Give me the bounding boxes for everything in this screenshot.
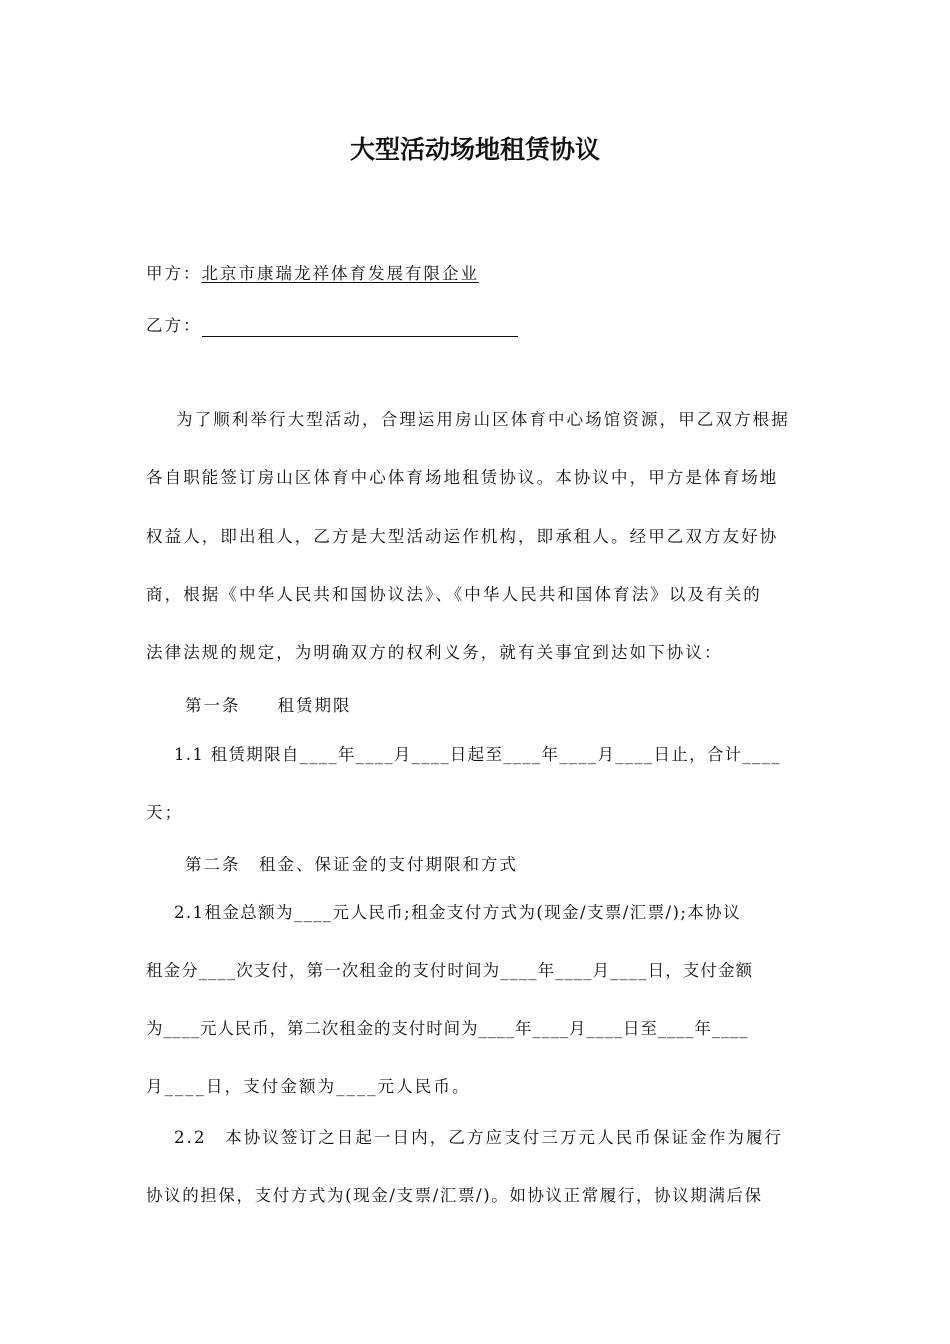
article-heading: 第一条 租赁期限 [185, 696, 352, 715]
article-heading: 第二条 租金、保证金的支付期限和方式 [185, 855, 518, 874]
party-b [146, 312, 518, 336]
clause-line: 为____元人民币，第二次租金的支付时间为____年____月____日至____年____ [146, 1019, 749, 1038]
clause-line: 租金分____次支付，第一次租金的支付时间为____年____月____日，支付金额 [146, 961, 754, 980]
party-a-value: 北京市康瑞龙祥体育发展有限企业 [201, 264, 479, 283]
paragraph-line: 权益人，即出租人，乙方是大型活动运作机构，即承租人。经甲乙双方友好协 [146, 527, 779, 546]
clause-line: 天； [146, 803, 184, 822]
party-a [146, 260, 479, 284]
clause-line: 1.1 租赁期限自____年____月____日起至____年____月____日止，合计____ [174, 745, 781, 764]
party-a-label: 甲方： [146, 264, 202, 283]
clause-line: 协议的担保，支付方式为(现金/支票/汇票/)。如协议正常履行，协议期满后保 [146, 1186, 763, 1205]
document-title: 大型活动场地租赁协议 [349, 135, 600, 164]
party-b-label: 乙方： [146, 316, 202, 335]
clause-line: 月____日，支付金额为____元人民币。 [146, 1077, 471, 1096]
paragraph-line: 各自职能签订房山区体育中心体育场地租赁协议。本协议中，甲方是体育场地 [146, 468, 779, 487]
party-b-blank-field [202, 319, 518, 337]
paragraph-line: 商，根据《中华人民共和国协议法》、《中华人民共和国体育法》以及有关的 [146, 585, 762, 604]
paragraph-line: 为了顺利举行大型活动，合理运用房山区体育中心场馆资源，甲乙双方根据 [176, 410, 790, 429]
clause-line: 2.2 本协议签订之日起一日内，乙方应支付三万元人民币保证金作为履行 [174, 1128, 784, 1147]
paragraph-line: 法律法规的规定，为明确双方的权利义务，就有关事宜到达如下协议： [146, 643, 723, 662]
clause-line: 2.1租金总额为____元人民币;租金支付方式为(现金/支票/汇票/);本协议 [174, 903, 742, 922]
